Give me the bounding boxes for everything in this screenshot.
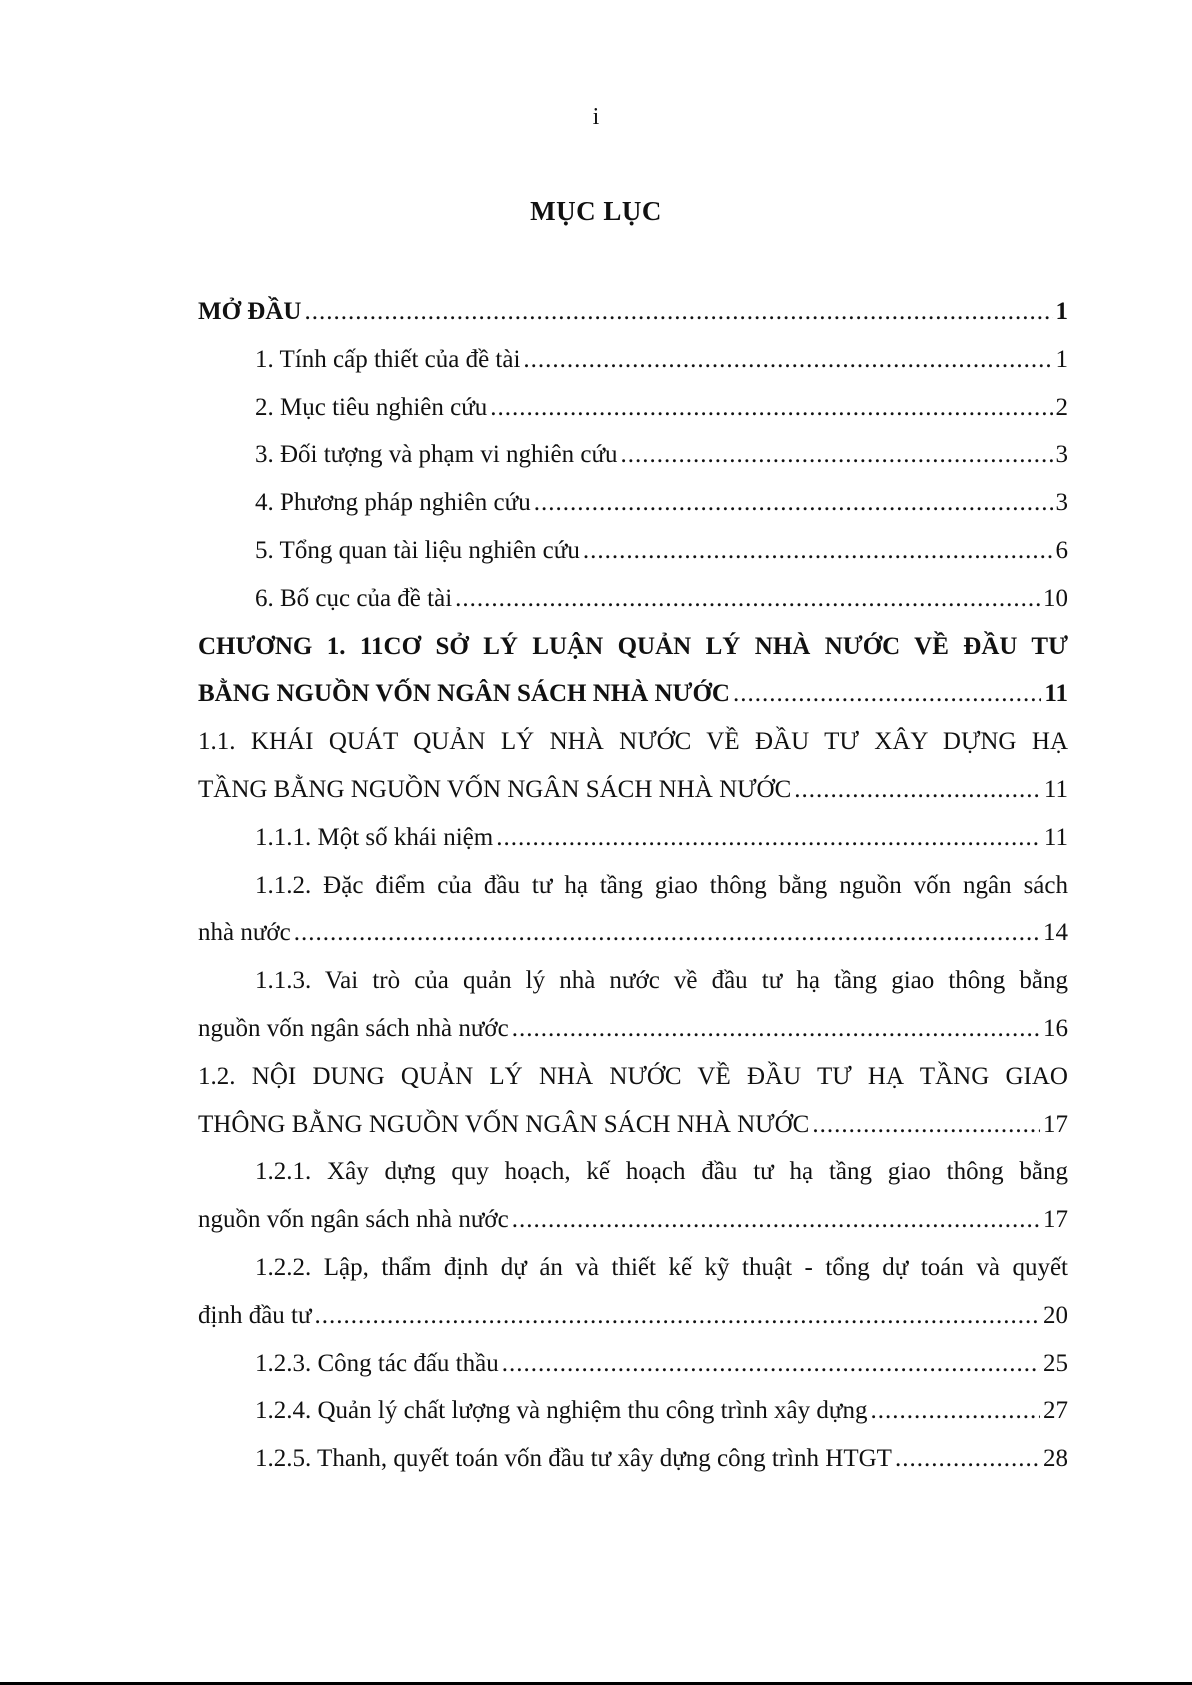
toc-entry-3[interactable] <box>198 431 1068 479</box>
toc-entry-label: 1.2.5. Thanh, quyết toán vốn đầu tư xây dựng công trình HTGT <box>255 1445 892 1473</box>
toc-entry-label: 2. Mục tiêu nghiên cứu <box>255 393 488 421</box>
toc-page-number: 27 <box>1043 1397 1068 1425</box>
toc-entry-label: 3. Đối tượng và phạm vi nghiên cứu <box>255 441 618 469</box>
toc-entry-label-line2: định đầu tư <box>198 1301 312 1329</box>
toc-entry-label: 1.2.3. Công tác đấu thầu <box>255 1349 499 1377</box>
toc-entry-1-1-1[interactable] <box>198 814 1068 862</box>
dot-leader <box>534 479 1053 527</box>
dot-leader <box>621 431 1053 479</box>
toc-page-number: 3 <box>1055 441 1068 469</box>
dot-leader <box>583 527 1053 575</box>
dot-leader <box>794 766 1041 814</box>
toc-page-number: 25 <box>1043 1349 1068 1377</box>
toc-entry-6[interactable] <box>198 575 1068 623</box>
toc-entry-1-2-2[interactable] <box>198 1244 1068 1340</box>
dot-leader <box>490 384 1052 432</box>
toc-page-number: 2 <box>1055 393 1068 421</box>
toc-entry-label-line2: nguồn vốn ngân sách nhà nước <box>198 1206 509 1234</box>
toc-page-number: 20 <box>1043 1301 1068 1329</box>
toc-entry-label-line2: nhà nước <box>198 919 291 947</box>
toc-entry-2[interactable] <box>198 384 1068 432</box>
toc-page-number: 11 <box>1043 775 1068 803</box>
toc-entry-1[interactable] <box>198 336 1068 384</box>
toc-entry-1-1[interactable] <box>198 718 1068 814</box>
toc-entry-label-line1: 1.1.3. Vai trò của quản lý nhà nước về đầu tư hạ tầng giao thông bằng <box>255 967 1068 995</box>
toc-page-number: 3 <box>1055 489 1068 517</box>
toc-entry-label: 6. Bố cục của đề tài <box>255 584 453 612</box>
toc-entry-label-line1: 1.2.1. Xây dựng quy hoạch, kế hoạch đầu tư hạ tầng giao thông bằng <box>255 1158 1068 1186</box>
toc-entry-label-line1: CHƯƠNG 1. 11CƠ SỞ LÝ LUẬN QUẢN LÝ NHÀ NƯỚC VỀ ĐẦU TƯ <box>198 632 1068 660</box>
toc-entry-chapter-1[interactable] <box>198 623 1068 719</box>
page-number: i <box>592 104 600 130</box>
toc-entry-1-2-5[interactable] <box>198 1435 1068 1483</box>
toc-entry-label: 1.2.4. Quản lý chất lượng và nghiệm thu công trình xây dựng <box>255 1397 868 1425</box>
toc-entry-label-line1: 1.2.2. Lập, thẩm định dự án và thiết kế kỹ thuật - tổng dự toán và quyết <box>255 1253 1068 1281</box>
toc-entry-5[interactable] <box>198 527 1068 575</box>
dot-leader <box>294 909 1040 957</box>
toc-entry-label: 5. Tổng quan tài liệu nghiên cứu <box>255 536 580 564</box>
toc-entry-label: 4. Phương pháp nghiên cứu <box>255 489 531 517</box>
toc-entry-1-2[interactable] <box>198 1053 1068 1149</box>
dot-leader <box>733 670 1041 718</box>
dot-leader <box>512 1196 1040 1244</box>
toc-page-number: 16 <box>1043 1014 1068 1042</box>
toc-page-number: 11 <box>1044 680 1068 708</box>
toc-entry-1-2-4[interactable] <box>198 1387 1068 1435</box>
dot-leader <box>502 1340 1040 1388</box>
toc-entry-label-line2: nguồn vốn ngân sách nhà nước <box>198 1014 509 1042</box>
dot-leader <box>512 1005 1040 1053</box>
toc-page-number: 17 <box>1043 1206 1068 1234</box>
table-of-contents <box>198 288 1068 1483</box>
dot-leader <box>870 1387 1040 1435</box>
toc-entry-label: 1. Tính cấp thiết của đề tài <box>255 345 521 373</box>
toc-entry-label-line1: 1.1.2. Đặc điểm của đầu tư hạ tầng giao thông bằng nguồn vốn ngân sách <box>255 871 1068 899</box>
dot-leader <box>895 1435 1040 1483</box>
toc-entry-label: 1.1.1. Một số khái niệm <box>255 823 494 851</box>
toc-entry-1-1-3[interactable] <box>198 957 1068 1053</box>
dot-leader <box>304 288 1052 336</box>
toc-entry-1-1-2[interactable] <box>198 862 1068 958</box>
dot-leader <box>812 1101 1040 1149</box>
toc-entry-label-line1: 1.2. NỘI DUNG QUẢN LÝ NHÀ NƯỚC VỀ ĐẦU TƯ HẠ TẦNG GIAO <box>198 1062 1068 1090</box>
dot-leader <box>496 814 1041 862</box>
dot-leader <box>455 575 1040 623</box>
dot-leader <box>523 336 1052 384</box>
dot-leader <box>315 1292 1040 1340</box>
toc-entry-mo-dau[interactable] <box>198 288 1068 336</box>
toc-entry-4[interactable] <box>198 479 1068 527</box>
toc-page-number: 10 <box>1043 584 1068 612</box>
toc-entry-1-2-1[interactable] <box>198 1148 1068 1244</box>
toc-entry-label: MỞ ĐẦU <box>198 298 302 325</box>
toc-entry-label-line2: TẦNG BẰNG NGUỒN VỐN NGÂN SÁCH NHÀ NƯỚC <box>198 775 792 803</box>
toc-page-number: 28 <box>1043 1445 1068 1473</box>
toc-title: MỤC LỤC <box>530 196 662 226</box>
toc-page-number: 6 <box>1055 536 1068 564</box>
toc-page-number: 14 <box>1043 919 1068 947</box>
toc-entry-1-2-3[interactable] <box>198 1340 1068 1388</box>
toc-page-number: 1 <box>1055 345 1068 373</box>
toc-entry-label-line2: THÔNG BẰNG NGUỒN VỐN NGÂN SÁCH NHÀ NƯỚC <box>198 1110 810 1138</box>
toc-page-number: 17 <box>1043 1110 1068 1138</box>
toc-page-number: 11 <box>1043 823 1068 851</box>
toc-page-number: 1 <box>1055 298 1068 325</box>
toc-entry-label-line1: 1.1. KHÁI QUÁT QUẢN LÝ NHÀ NƯỚC VỀ ĐẦU TƯ XÂY DỰNG HẠ <box>198 728 1068 756</box>
toc-entry-label-line2: BẰNG NGUỒN VỐN NGÂN SÁCH NHÀ NƯỚC <box>198 680 730 708</box>
